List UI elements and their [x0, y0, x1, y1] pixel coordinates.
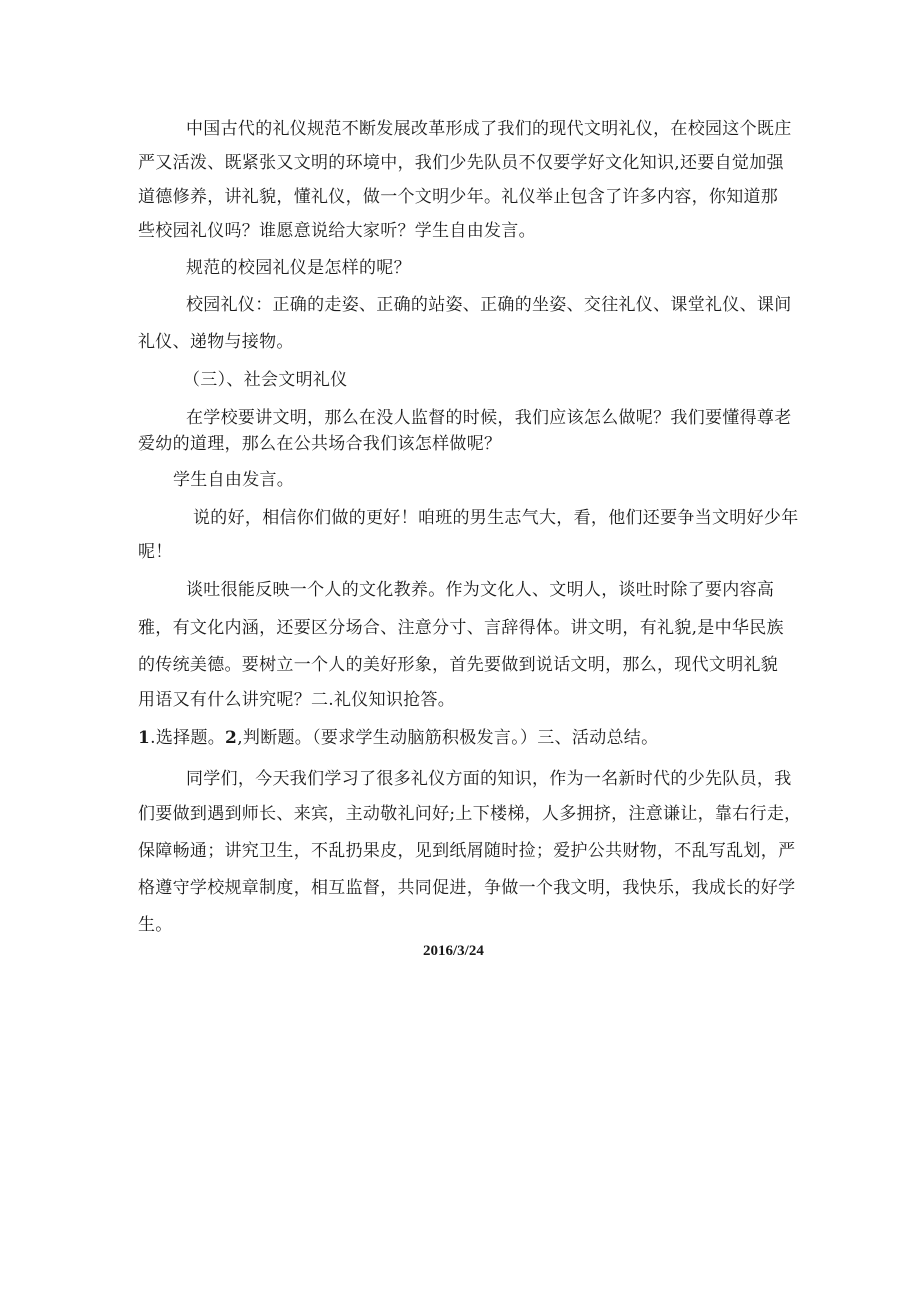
paragraph-3-line-2: 礼仪、递物与接物。 [138, 332, 294, 352]
item-text-1: .选择题。 [150, 728, 226, 748]
paragraph-1-line-1: 中国古代的礼仪规范不断发展改革形成了我们的现代文明礼仪，在校园这个既庄 [186, 119, 792, 139]
paragraph-7-line-1: 谈吐很能反映一个人的文化教养。作为文化人、文明人，谈吐时除了要内容高 [186, 580, 775, 600]
paragraph-8 [138, 727, 658, 749]
paragraph-7-line-4: 用语又有什么讲究呢？二.礼仪知识抢答。 [138, 690, 456, 710]
paragraph-7-line-3: 的传统美德。要树立一个人的美好形象，首先要做到说话文明，那么，现代文明礼貌 [138, 655, 779, 675]
paragraph-1-line-4: 些校园礼仪吗？谁愿意说给大家听？学生自由发言。 [138, 221, 536, 241]
paragraph-9-line-5: 生。 [138, 915, 173, 935]
paragraph-3-line-1: 校园礼仪：正确的走姿、正确的站姿、正确的坐姿、交往礼仪、课堂礼仪、课间 [186, 295, 792, 315]
paragraph-4-line-1: 在学校要讲文明，那么在没人监督的时候，我们应该怎么做呢？我们要懂得尊老 [186, 408, 792, 428]
document-date: 2016/3/24 [423, 943, 484, 959]
paragraph-6-line-2: 呢！ [138, 542, 173, 562]
paragraph-5: 学生自由发言。 [173, 470, 295, 490]
paragraph-6-line-1: 说的好，相信你们做的更好！咱班的男生志气大，看，他们还要争当文明好少年 [193, 508, 799, 528]
paragraph-1-line-3: 道德修养，讲礼貌，懂礼仪，做一个文明少年。礼仪举止包含了许多内容，你知道那 [138, 187, 779, 207]
item-text-2: ,判断题。（要求学生动脑筋积极发言。）三、活动总结。 [237, 728, 659, 748]
paragraph-9-line-2: 们要做到遇到师长、来宾，主动敬礼问好;上下楼梯，人多拥挤，注意谦让，靠右行走， [138, 804, 802, 824]
paragraph-9-line-4: 格遵守学校规章制度，相互监督，共同促进，争做一个我文明，我快乐，我成长的好学 [138, 878, 796, 898]
paragraph-9-line-1: 同学们，今天我们学习了很多礼仪方面的知识，作为一名新时代的少先队员，我 [186, 769, 792, 789]
item-number-2: 2 [225, 728, 238, 748]
item-number-1: 1 [138, 728, 151, 748]
paragraph-1-line-2: 严又活泼、既紧张又文明的环境中，我们少先队员不仅要学好文化知识,还要自觉加强 [138, 153, 784, 173]
paragraph-7-line-2: 雅，有文化内涵，还要区分场合、注意分寸、言辞得体。讲文明，有礼貌,是中华民族 [138, 618, 784, 638]
paragraph-4-line-2: 爱幼的道理，那么在公共场合我们该怎样做呢？ [138, 434, 502, 454]
paragraph-9-line-3: 保障畅通；讲究卫生，不乱扔果皮，见到纸屑随时捡；爱护公共财物，不乱写乱划，严 [138, 841, 796, 861]
section-heading-3: （三）、社会文明礼仪 [183, 370, 348, 390]
paragraph-2: 规范的校园礼仪是怎样的呢？ [186, 258, 411, 278]
